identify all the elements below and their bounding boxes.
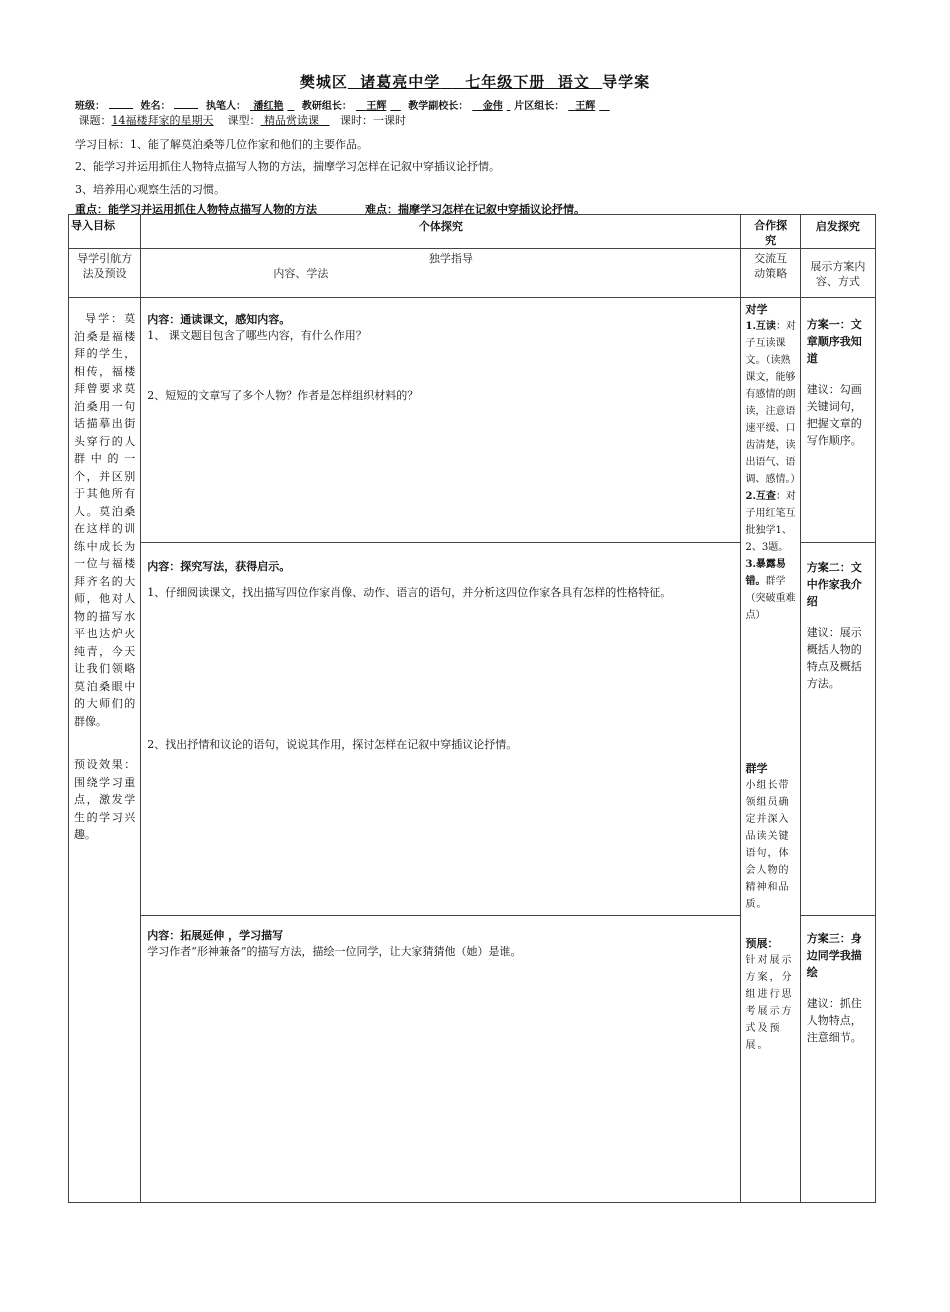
sub-exchange-strategy: 交流互动策略	[741, 249, 800, 298]
section-2-item-1: 1、仔细阅读课文，找出描写四位作家肖像、动作、语言的语句，并分析这四位作家各具有怎样的性格特征。	[147, 586, 672, 599]
plan-1-title: 方案一：文章顺序我知道	[806, 318, 862, 365]
class-label: 班级：	[75, 101, 105, 112]
vice-principal: 金伟	[482, 101, 503, 112]
vice-principal-label: 教学副校长：	[408, 101, 469, 112]
research-leader: 王辉	[366, 101, 387, 112]
baolu: 3.暴露易错。群学（突破重难点）	[745, 559, 796, 621]
col3-content	[741, 298, 799, 1054]
guide-table	[68, 214, 876, 1203]
plan-3-title: 方案三：身边同学我描绘	[806, 932, 862, 979]
plan-2-title: 方案二：文中作家我介绍	[806, 561, 862, 608]
plan-2	[807, 559, 871, 692]
duixue-title: 对学	[745, 303, 768, 316]
plan-1-text: 建议：勾画关键词句，把握文章的写作顺序。	[806, 383, 862, 447]
topic: 14福楼拜家的星期天	[111, 114, 214, 127]
hours: 一课时	[373, 114, 406, 127]
goal-1: 学习目标：1、能了解莫泊桑等几位作家和他们的主要作品。	[75, 138, 368, 151]
header-intro-goal: 导入目标	[69, 215, 141, 249]
topic-label: 课题：	[78, 114, 112, 127]
plan-3-text: 建议：抓住人物特点，注意细节。	[806, 997, 862, 1044]
yuzhan-title: 预展：	[745, 937, 779, 950]
col1-effect: 预设效果：围绕学习重点，激发学生的学习兴趣。	[74, 758, 136, 841]
school: 诸葛亮中学	[360, 73, 441, 91]
col3-cooperative	[741, 298, 800, 1203]
lesson-row	[75, 112, 406, 128]
yuzhan-text: 针对展示方案，分组进行思考展示方式及预展。	[745, 955, 794, 1051]
plan-1	[807, 316, 871, 449]
area-leader-label: 片区组长：	[514, 101, 565, 112]
name-blank	[174, 108, 198, 109]
writer: 潘红艳	[253, 101, 284, 112]
hours-label: 课时：	[340, 114, 373, 127]
section-3-title: 内容：拓展延伸 ，学习描写	[147, 929, 284, 942]
section-2-item-2: 2、找出抒情和议论的语句，说说其作用，探讨怎样在记叙中穿插议论抒情。	[147, 738, 518, 751]
section-1	[141, 298, 740, 543]
col1-guide	[69, 298, 141, 1203]
key-point: 重点：能学习并运用抓住人物特点描写人物的方法	[75, 203, 317, 216]
section-1-title: 内容：通读课文，感知内容。	[147, 313, 291, 326]
hudu: 1.互读：对子互读课文。（读熟课文，能够有感情的朗读，注意语速平缓、口齿清楚，读出语气、语调、感情。）	[745, 321, 801, 485]
section-1-item-1: 1、 课文题目包含了哪些内容，有什么作用？	[147, 329, 367, 342]
section-2-title: 内容：探究写法，获得启示。	[147, 560, 291, 573]
sub-self-study	[141, 249, 741, 298]
section-1-item-2: 2、短短的文章写了多个人物？作者是怎样组织材料的？	[147, 389, 419, 402]
section-3-item-1: 学习作者“形神兼备”的描写方法，描绘一位同学，让大家猜猜他（她）是谁。	[147, 945, 522, 958]
lesson-type: 精品赏读课	[264, 114, 319, 127]
section-3	[141, 916, 740, 1202]
doc-type: 导学案	[602, 73, 651, 91]
area-leader: 王辉	[575, 101, 596, 112]
col4-inspire	[800, 298, 875, 1203]
difficult-point: 难点：揣摩学习怎样在记叙中穿插议论抒情。	[365, 203, 585, 216]
qunxue-text: 小组长带领组员确定并深入品读关键语句，体会人物的精神和品质。	[745, 780, 790, 910]
header-inspire: 启发探究	[800, 215, 875, 249]
section-2	[141, 543, 740, 916]
sub-self-study-line1: 独学指导	[428, 252, 473, 265]
class-blank	[109, 108, 133, 109]
name-label: 姓名：	[140, 101, 171, 112]
sub-self-study-line2: 内容、学法	[273, 267, 329, 280]
sub-show-plan: 展示方案内容、方式	[800, 249, 875, 298]
goal-3: 3、培养用心观察生活的习惯。	[75, 183, 225, 196]
qunxue-title: 群学	[745, 762, 768, 775]
research-leader-label: 教研组长：	[301, 101, 352, 112]
type-label: 课型：	[227, 114, 261, 127]
plan-3	[807, 930, 871, 1046]
page-title	[0, 71, 950, 92]
grade: 七年级下册	[465, 73, 546, 91]
header-cooperative: 合作探究	[741, 215, 800, 249]
hucha: 2.互查：对子用红笔互批独学1、2、3题。	[745, 491, 796, 553]
meta-row	[75, 97, 614, 112]
writer-label: 执笔人：	[205, 101, 246, 112]
col2-self-study	[141, 298, 741, 1203]
district: 樊城区	[299, 73, 348, 91]
header-individual: 个体探究	[141, 215, 741, 249]
col1-intro: 导学：莫泊桑是福楼拜的学生，相传，福楼拜曾要求莫泊桑用一句话描摹出街头穿行的人群中的一个，并区别于其他所有人。莫泊桑在这样的训练中成长为一位与福楼拜齐名的大师，他对人物的描写水平也达炉火纯青，今天让我们领略莫泊桑眼中的大师们的群像。	[74, 312, 136, 728]
goal-2: 2、能学习并运用抓住人物特点描写人物的方法，揣摩学习怎样在记叙中穿插议论抒情。	[75, 160, 500, 173]
plan-2-text: 建议：展示概括人物的特点及概括方法。	[806, 626, 862, 690]
sub-guide-method: 导学引航方法及预设	[69, 249, 141, 298]
subject: 语文	[557, 73, 590, 91]
